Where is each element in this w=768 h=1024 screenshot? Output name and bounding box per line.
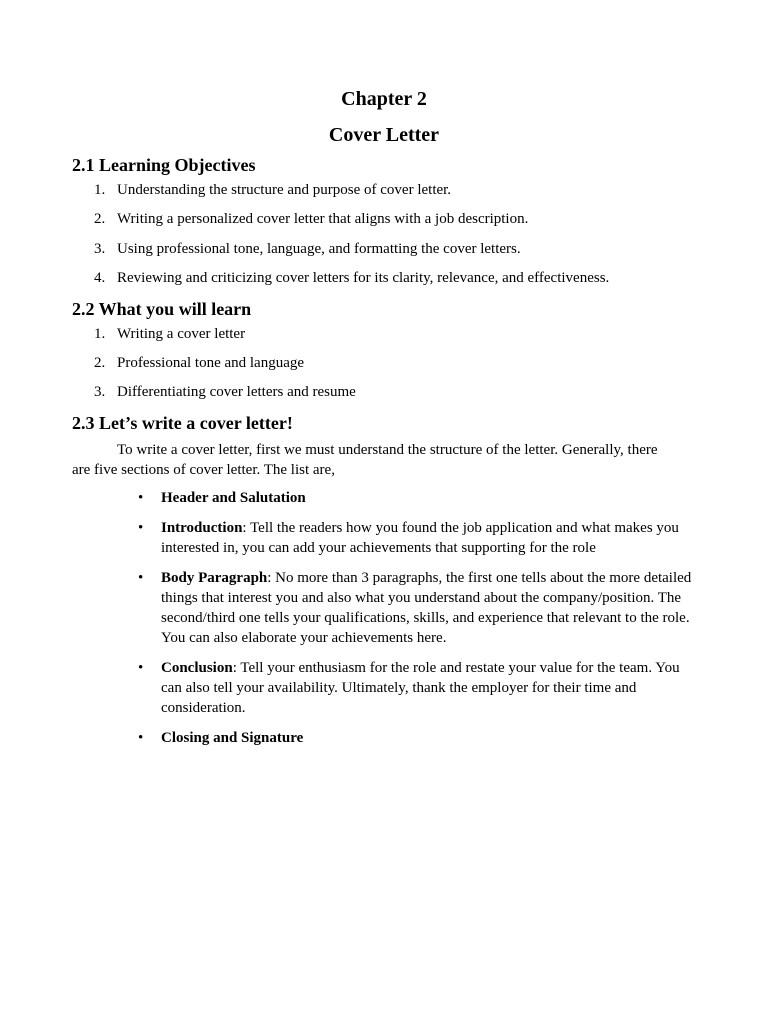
list-item-text: Writing a cover letter bbox=[117, 325, 246, 342]
bullet-icon: • bbox=[138, 519, 144, 536]
list-number: 2. bbox=[94, 211, 106, 228]
bullet-icon: • bbox=[138, 729, 144, 746]
list-item bbox=[72, 728, 696, 748]
list-item bbox=[72, 658, 696, 718]
list-item-text: Professional tone and language bbox=[117, 354, 305, 371]
bullet-term: Closing and Signature bbox=[161, 729, 304, 746]
list-number: 1. bbox=[94, 325, 106, 342]
bullet-description: : Tell your enthusiasm for the role and restate your value for the team. You can also tell your availability. Ultimately, thank the employer for their time and consideration. bbox=[161, 659, 680, 716]
bullet-icon: • bbox=[138, 659, 144, 676]
bullet-term: Introduction bbox=[161, 519, 243, 536]
list-item-text: Differentiating cover letters and resume bbox=[117, 384, 356, 401]
list-item bbox=[72, 268, 696, 288]
list-number: 3. bbox=[94, 240, 106, 257]
list-item bbox=[72, 568, 696, 648]
list-item bbox=[72, 488, 696, 508]
intro-paragraph: To write a cover letter, first we must understand the structure of the letter. Generally, there are five sections of cover letter. The list are, bbox=[72, 441, 658, 478]
section-heading-what-you-will-learn: 2.2 What you will learn bbox=[72, 298, 252, 319]
bullet-term: Header and Salutation bbox=[161, 489, 306, 506]
bullet-term: Conclusion bbox=[161, 659, 233, 676]
list-item-text: Using professional tone, language, and formatting the cover letters. bbox=[117, 240, 521, 257]
what-you-will-learn-list bbox=[72, 324, 696, 403]
chapter-title: Chapter 2 bbox=[341, 88, 427, 110]
list-item-text: Understanding the structure and purpose of cover letter. bbox=[117, 182, 452, 198]
bullet-description: : Tell the readers how you found the job application and what makes you interested in, you can add your achievements that supporting for the role bbox=[161, 519, 679, 556]
list-item-text: Reviewing and criticizing cover letters for its clarity, relevance, and effectiveness. bbox=[117, 270, 610, 287]
list-item bbox=[72, 239, 696, 259]
bullet-icon: • bbox=[138, 569, 144, 586]
list-item bbox=[72, 324, 696, 344]
list-item bbox=[72, 180, 696, 200]
learning-objectives-list bbox=[72, 180, 696, 288]
list-number: 3. bbox=[94, 384, 106, 401]
list-item bbox=[72, 209, 696, 229]
list-item bbox=[72, 382, 696, 402]
bullet-description: : No more than 3 paragraphs, the first one tells about the more detailed things that interest you and also what you understand about the company/position. The second/third one tells your qualifications, skills, and experience that relevant to the role. You can also elaborate your achievements here. bbox=[161, 569, 692, 646]
cover-letter-sections-list bbox=[72, 488, 696, 748]
section-heading-write-cover-letter: 2.3 Let’s write a cover letter! bbox=[72, 412, 293, 433]
bullet-icon: • bbox=[138, 489, 144, 506]
document-title: Cover Letter bbox=[328, 124, 440, 146]
list-item bbox=[72, 518, 696, 558]
list-number: 1. bbox=[94, 182, 106, 198]
list-item-text: Writing a personalized cover letter that aligns with a job description. bbox=[117, 211, 529, 228]
bullet-term: Body Paragraph bbox=[161, 569, 268, 586]
list-item bbox=[72, 353, 696, 373]
list-number: 4. bbox=[94, 270, 106, 287]
section-heading-learning-objectives: 2.1 Learning Objectives bbox=[72, 155, 256, 175]
list-number: 2. bbox=[94, 354, 106, 371]
